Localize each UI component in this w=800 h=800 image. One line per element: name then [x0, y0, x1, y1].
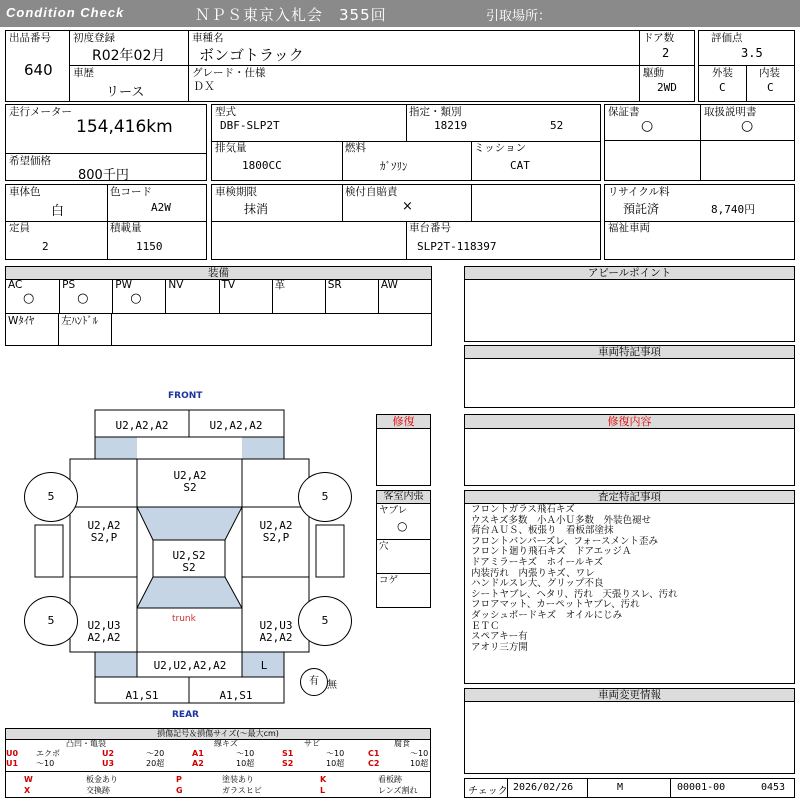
equipment-extra-item	[59, 313, 112, 345]
inspection-note-line: ダッシュボードキズ オイルにじみ	[471, 609, 623, 621]
equipment-label: 革	[274, 279, 286, 291]
chassis-label: 車台番号	[409, 222, 451, 234]
first-registration: R02年02月	[92, 48, 166, 64]
legend-code: S2	[282, 759, 294, 768]
inspection-note-line: ハンドルスレ大、グリップ不良	[471, 578, 604, 590]
tire-front-left: 5	[24, 472, 78, 522]
vehicle-change-box	[464, 688, 795, 774]
part-rear-left: A1,S1	[125, 689, 159, 702]
manual-label: 取扱説明書	[704, 106, 757, 118]
cabin-box	[376, 490, 431, 608]
model-label: 型式	[215, 106, 236, 118]
equipment-label: TV	[221, 279, 236, 291]
check-code: 0453	[761, 782, 786, 793]
exterior-box	[698, 65, 747, 102]
body-color-label: 車体色	[9, 186, 41, 198]
inspection-notes-title: 査定特記事項	[465, 491, 794, 504]
insurance-mark: ×	[402, 199, 413, 214]
appeal-point-box	[464, 266, 795, 342]
grade-label: グレード・仕様	[192, 67, 266, 79]
auction-title: ＮＰＳ東京入札会 355回	[195, 6, 387, 24]
capacity-label: 定員	[9, 222, 30, 234]
legend-code: S1	[282, 749, 294, 758]
cabin-burn-label: コゲ	[379, 575, 399, 586]
equipment-aw	[378, 279, 431, 313]
legend-code: X	[24, 786, 31, 795]
drive: 2WD	[657, 81, 677, 94]
check-inspector: M	[617, 782, 624, 793]
appeal-point-title: アピールポイント	[465, 267, 794, 280]
spec-box	[211, 104, 601, 181]
mileage-price-box	[5, 104, 207, 181]
legend-code: A2	[192, 759, 204, 768]
legend-desc: エクボ	[36, 749, 60, 758]
inspection-note-line: ＥＴＣ	[471, 620, 500, 632]
part-bed-corner: L	[260, 659, 268, 672]
model-code: DBF-SLP2T	[220, 119, 280, 132]
inspection-note-line: 荷台ＡＵＳ、板張り 看板部塗抹	[471, 525, 614, 537]
body-color: 白	[51, 204, 65, 219]
inspection-notes-list	[471, 505, 678, 653]
load-label: 積載量	[110, 222, 142, 234]
legend-code: U1	[6, 759, 19, 768]
check-date: 2026/02/26	[513, 782, 574, 793]
inspection-note-line: フロントガラス飛石キズ	[471, 504, 575, 515]
legend-code: L	[320, 786, 326, 795]
part-bed-bottom: U2,U2,A2,A2	[153, 659, 227, 672]
warranty-mark: ○	[641, 118, 654, 134]
desired-price: 800千円	[78, 168, 129, 183]
inspection-box	[211, 184, 601, 260]
first-registration-label: 初度登録	[73, 32, 115, 44]
inspection-note-line: ドアミラーキズ ホイールキズ	[471, 556, 604, 568]
legend-code: P	[176, 775, 182, 784]
tire-rear-right: 5	[298, 596, 352, 646]
category-type: 52	[550, 119, 564, 132]
inspection-expiry: 抹消	[244, 202, 269, 216]
recycle-label: リサイクル料	[608, 186, 670, 198]
equipment-box	[5, 266, 432, 346]
legend-desc: 板金あり	[86, 775, 118, 784]
legend-code: A1	[192, 749, 204, 758]
score-label: 評価点	[711, 32, 743, 44]
car-name: ボンゴトラック	[199, 46, 304, 64]
drive-box	[639, 65, 695, 102]
equipment-label: PS	[62, 279, 76, 291]
cabin-hole-label: 穴	[379, 541, 389, 552]
inspection-label: 車検期限	[215, 186, 257, 198]
legend-desc: 看板跡	[378, 775, 402, 784]
equipment-label: AW	[380, 279, 398, 291]
warranty-box	[604, 104, 701, 181]
recycle-status: 預託済	[623, 202, 660, 216]
chassis-number: SLP2T-118397	[417, 240, 497, 253]
equipment-mark: ○	[130, 291, 142, 306]
repair-content-title: 修復内容	[465, 415, 794, 429]
legend-desc: 交換跡	[86, 786, 110, 795]
equipment-label: SR	[327, 279, 342, 291]
damage-legend	[5, 728, 431, 798]
part-left-door: U2,A2 S2,P	[87, 519, 121, 544]
repair-title: 修復	[377, 415, 430, 429]
price-label: 希望価格	[9, 155, 51, 167]
car-name-box	[188, 30, 640, 66]
equipment-sr	[325, 279, 378, 313]
legend-desc: 〜20	[146, 749, 165, 758]
interior-label: 内装	[759, 67, 780, 79]
recycle-amount: 8,740円	[711, 203, 756, 216]
equipment-extra-item	[6, 313, 59, 345]
legend-desc: 〜10	[236, 749, 255, 758]
legend-desc: 〜10	[410, 749, 429, 758]
legend-code: K	[320, 775, 327, 784]
welfare-label: 福祉車両	[608, 222, 650, 234]
part-right-rear: U2,U3 A2,A2	[259, 619, 293, 644]
inspection-note-line: スペアキー有	[471, 631, 528, 643]
legend-code: C2	[368, 759, 380, 768]
manual-box	[700, 104, 795, 181]
legend-code: U0	[6, 749, 19, 758]
legend-desc: 20超	[146, 759, 165, 768]
car-name-label: 車種名	[192, 32, 224, 44]
mission-label: ミッション	[474, 142, 527, 154]
legend-group-rust: サビ	[304, 739, 320, 748]
equipment-pw	[112, 279, 165, 313]
cabin-title: 客室内張	[377, 491, 430, 504]
category-number: 18219	[434, 119, 468, 132]
equipment-mark: ○	[77, 291, 89, 306]
inspection-note-line: アオリ三方開	[471, 641, 528, 653]
lot-number-label: 出品番号	[9, 32, 51, 44]
inspection-note-line: 内装汚れ 内張りキズ、ワレ	[471, 567, 595, 579]
legend-desc: レンズ割れ	[378, 786, 418, 795]
part-right-door: U2,A2 S2,P	[259, 519, 293, 544]
equipment-mark: ○	[23, 291, 35, 306]
load-capacity: 1150	[136, 240, 163, 253]
score: 3.5	[741, 46, 763, 60]
rear-label: REAR	[172, 710, 199, 720]
legend-desc: 〜10	[326, 749, 345, 758]
history: リース	[106, 85, 145, 100]
inspection-notes-box	[464, 490, 795, 684]
cabin-tear-mark: ○	[397, 519, 408, 533]
displacement: 1800CC	[242, 159, 282, 172]
manual-mark: ○	[741, 118, 754, 134]
mileage-label: 走行メーター	[9, 106, 72, 118]
part-roof: U2,S2 S2	[172, 549, 206, 574]
legend-desc: ガラスヒビ	[222, 786, 262, 795]
inspection-note-line: ウスキズ多数 小Ａ小Ｕ多数 外装色褪せ	[471, 514, 652, 526]
part-front-left: U2,A2,A2	[115, 419, 169, 432]
repair-content-box	[464, 414, 795, 486]
doors-box	[639, 30, 695, 66]
interior-box	[746, 65, 795, 102]
equipment-label: AC	[8, 279, 23, 291]
inspection-note-line: フロント廻り飛石キズ ドアエッジＡ	[471, 546, 632, 558]
equipment-extra-label: 左ﾊﾝﾄﾞﾙ	[61, 315, 98, 327]
recycle-box	[604, 184, 795, 260]
legend-desc: 10超	[326, 759, 345, 768]
legend-code: G	[176, 786, 183, 795]
fuel: ｶﾞｿﾘﾝ	[380, 160, 408, 173]
color-capacity-box	[5, 184, 207, 260]
equipment-label: NV	[168, 279, 184, 291]
legend-desc: 塗装あり	[222, 775, 254, 784]
equipment-ps	[59, 279, 112, 313]
equipment-ac	[6, 279, 59, 313]
equipment-title: 装備	[6, 267, 431, 280]
check-number: 00001-00	[677, 782, 726, 793]
doors: 2	[662, 46, 670, 60]
inspection-note-line: シートヤブレ、ヘタリ、汚れ 天張りスレ、汚れ	[471, 588, 678, 600]
special-notes-box	[464, 345, 795, 408]
vehicle-change-title: 車両変更情報	[465, 689, 794, 702]
equipment-label: PW	[115, 279, 132, 291]
repair-box	[376, 414, 431, 486]
color-code: A2W	[151, 201, 171, 214]
front-label: FRONT	[168, 391, 203, 401]
lot-number-box	[5, 30, 70, 102]
first-registration-box	[69, 30, 189, 66]
interior-grade: C	[767, 81, 774, 94]
mission: CAT	[510, 159, 530, 172]
legend-title: 損傷記号＆損傷サイズ(〜最大cm)	[6, 729, 430, 740]
history-box	[69, 65, 189, 102]
inspection-note-line: フロアマット、カーペットヤブレ、汚れ	[471, 599, 640, 611]
score-box	[698, 30, 795, 66]
legend-desc: 〜10	[36, 759, 55, 768]
insurance-label: 検付自賠責	[345, 186, 398, 198]
equipment-extra-label: Wﾀｲﾔ	[8, 315, 35, 327]
legend-desc: 10超	[236, 759, 255, 768]
warranty-label: 保証書	[608, 106, 640, 118]
lot-number: 640	[24, 61, 53, 79]
tire-rear-left: 5	[24, 596, 78, 646]
exterior-grade: C	[719, 81, 726, 94]
fuel-label: 燃料	[345, 142, 366, 154]
legend-group-dent: 凸凹・亀裂	[66, 739, 106, 748]
condition-check-title: Condition Check	[6, 5, 125, 20]
part-left-rear: U2,U3 A2,A2	[87, 619, 121, 644]
equipment-tv	[219, 279, 272, 313]
legend-code: U3	[102, 759, 115, 768]
history-label: 車歴	[73, 67, 94, 79]
part-rear-right: A1,S1	[219, 689, 253, 702]
drive-label: 駆動	[643, 67, 664, 79]
equipment-革	[272, 279, 325, 313]
doors-label: ドア数	[643, 32, 675, 44]
equipment-nv	[165, 279, 218, 313]
pickup-location-label: 引取場所：	[486, 9, 552, 24]
grade-box	[188, 65, 640, 102]
grade: ＤＸ	[193, 80, 215, 93]
part-front-right: U2,A2,A2	[209, 419, 263, 432]
color-code-label: 色コード	[110, 186, 152, 198]
mileage: 154,416km	[76, 117, 173, 137]
check-label: チェック	[468, 786, 508, 797]
legend-code: C1	[368, 749, 380, 758]
spare-tire-none: 無	[327, 680, 337, 691]
special-notes-title: 車両特記事項	[465, 346, 794, 359]
tire-front-right: 5	[298, 472, 352, 522]
part-hood: U2,A2 S2	[173, 469, 207, 494]
cabin-tear-label: ヤブレ	[379, 505, 408, 516]
capacity: 2	[42, 240, 49, 253]
inspection-note-line: フロントバンパーズレ、フォースメント歪み	[471, 535, 658, 547]
spare-tire-yes: 有	[300, 668, 328, 696]
legend-code: U2	[102, 749, 115, 758]
displacement-label: 排気量	[215, 142, 247, 154]
trunk-label: trunk	[172, 614, 196, 624]
legend-group-corrosion: 腐食	[394, 739, 410, 748]
legend-code: W	[24, 775, 33, 784]
legend-group-scratch: 線キズ	[214, 739, 238, 748]
category-label: 指定・類別	[409, 106, 462, 118]
legend-desc: 10超	[410, 759, 429, 768]
exterior-label: 外装	[712, 67, 733, 79]
check-footer	[464, 778, 795, 798]
